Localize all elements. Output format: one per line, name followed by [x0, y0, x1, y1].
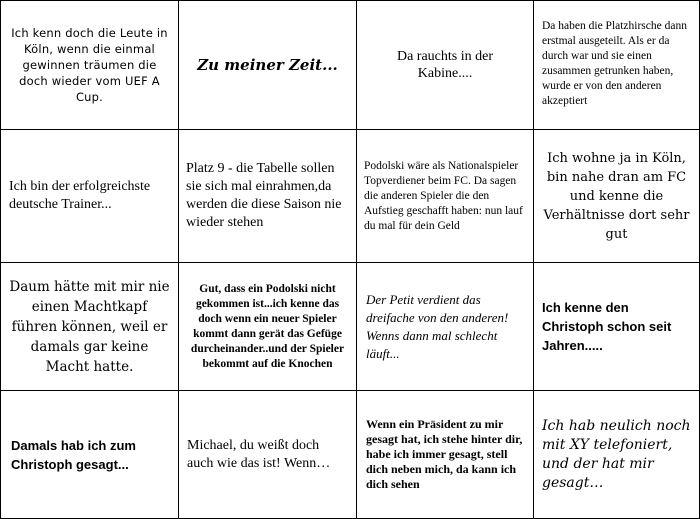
- cell-text: Ich kenne den Christoph schon seit Jahren.....: [542, 300, 672, 353]
- cell-text: Da rauchts in der Kabine....: [396, 49, 494, 81]
- cell-text: Ich hab neulich noch mit XY telefoniert, und der hat mir gesagt…: [542, 417, 691, 491]
- cell-text: Ich bin der erfolgreichste deutsche Trainer...: [9, 179, 151, 212]
- cell-text: Da haben die Platzhirsche dann erstmal ausgeteilt. Als er da durch war und sie einen zusammen getrunken haben, wurde er von den anderen akzeptiert: [542, 20, 687, 107]
- bingo-cell: [1, 1, 179, 130]
- bingo-cell: [357, 263, 534, 391]
- cell-text: Michael, du weißt doch auch wie das ist! Wenn…: [187, 437, 331, 471]
- bingo-cell: [179, 1, 357, 130]
- bingo-cell: [357, 391, 534, 518]
- bingo-cell: [357, 130, 534, 263]
- bingo-cell: [534, 391, 699, 518]
- bingo-cell: [179, 391, 357, 518]
- bingo-cell: [357, 1, 534, 130]
- cell-text: Zu meiner Zeit...: [197, 56, 338, 74]
- cell-text: Gut, dass ein Podolski nicht gekommen ist...ich kenne das doch wenn ein neuer Spieler kommt dann gerät das Gefüge durcheinander..und der Spieler bekommt auf die Knochen: [190, 282, 345, 370]
- bingo-cell: [534, 1, 699, 130]
- bingo-cell: [179, 263, 357, 391]
- cell-text: Podolski wäre als Nationalspieler Topverdiener beim FC. Da sagen die anderen Spieler die den Aufstieg geschafft haben: nun lauf du mal für dein Geld: [364, 159, 523, 232]
- bingo-cell: [534, 263, 699, 391]
- cell-text: Damals hab ich zum Christoph gesagt...: [11, 437, 136, 472]
- cell-text: Der Petit verdient das dreifache von den anderen! Wenns dann mal schlecht läuft...: [366, 291, 509, 361]
- bingo-cell: [534, 130, 699, 263]
- cell-text: Daum hätte mit mir nie einen Machtkapf führen können, weil er damals gar keine Macht hatte.: [9, 278, 170, 375]
- bingo-cell: [1, 130, 179, 263]
- bingo-cell: [1, 391, 179, 518]
- cell-text: Platz 9 - die Tabelle sollen sie sich mal einrahmen,da werden die diese Saison nie wieder stehen: [186, 161, 342, 230]
- cell-text: Wenn ein Präsident zu mir gesagt hat, ich stehe hinter dir, habe ich immer gesagt, stell dich neben mich, da kann ich dich sehen: [366, 417, 523, 491]
- bingo-cell: [179, 130, 357, 263]
- cell-text: Ich kenn doch die Leute in Köln, wenn die einmal gewinnen träumen die doch wieder vom UEF A Cup.: [11, 26, 168, 104]
- cell-text: Ich wohne ja in Köln, bin nahe dran am FC und kenne die Verhältnisse dort sehr gut: [543, 150, 690, 242]
- bingo-cell: [1, 263, 179, 391]
